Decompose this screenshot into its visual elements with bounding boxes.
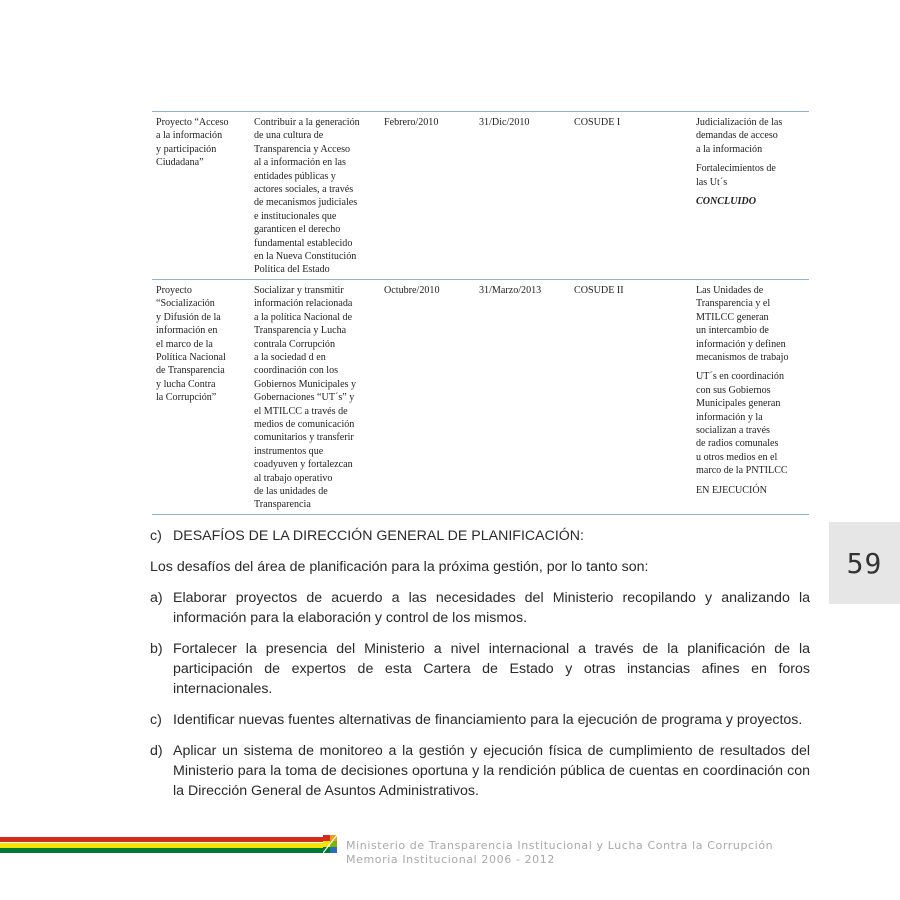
project-name-cell: Proyecto “Acceso a la información y participación Ciudadana” [156,117,229,169]
section-title: DESAFÍOS DE LA DIRECCIÓN GENERAL DE PLANIFICACIÓN: [173,528,584,544]
result-text: UT´s en coordinación con sus Gobiernos Municipales generan información y la socializan a través de radios comunales u otros medios en el marco de la PNTILCC [696,371,788,477]
list-item-text: Aplicar un sistema de monitoreo a la gestión y ejecución física de cumplimiento de resultados del Ministerio para la toma de decisiones oportuna y la rendición pública de cuentas en coordinación con la Dirección General de Asuntos Administrativos. [173,743,810,799]
list-item [150,741,810,801]
list-item-text: Elaborar proyectos de acuerdo a las necesidades del Ministerio recopilando y analizando la información para la elaboración y control de los mismos. [173,590,810,626]
section-heading [150,526,810,546]
page-number: 59 [846,546,883,580]
result-text: Fortalecimientos de las Ut´s [696,163,776,188]
project-name-cell: Proyecto “Socialización y Difusión de la información en el marco de la Política Nacional de Transparencia y lucha Contra la Corrupción” [156,284,226,404]
result-text: Judicialización de las demandas de acceso a la información [696,117,783,155]
list-item-label: b) [150,641,163,657]
list-item [150,710,810,730]
result-text: Las Unidades de Transparencia y el MTILCC generan un intercambio de información y definen mecanismos de trabajo [696,284,789,363]
intro-paragraph: Los desafíos del área de planificación para la próxima gestión, por lo tanto son: [150,559,649,575]
list-item [150,588,810,628]
results-cell [692,279,809,514]
status-label: CONCLUIDO [696,196,757,208]
start-date-cell: Febrero/2010 [384,117,439,128]
footer [346,839,816,867]
list-item-label: d) [150,743,163,759]
start-date-cell: Octubre/2010 [384,284,440,296]
list-item-label: a) [150,590,163,606]
page-number-tab [829,522,900,604]
funder-cell: COSUDE I [574,117,621,128]
flag-stripe [0,837,330,853]
flag-red-band [0,837,330,842]
footer-report: Memoria Institucional 2006 - 2012 [346,853,555,866]
footer-ministry: Ministerio de Transparencia Institucional y Lucha Contra la Corrupción [346,839,774,852]
flag-green-band [0,848,330,853]
objective-cell: Contribuir a la generación de una cultura de Transparencia y Acceso al a información en las entidades públicas y actores sociales, a través de mecanismos judiciales e institucionales que garanticen el derecho fundamental establecido en la Nueva Constitución Política del Estado [254,117,360,276]
table-row [152,112,809,280]
list-item [150,639,810,699]
wiphala-icon [323,835,337,853]
flag-yellow-band [0,843,330,848]
table-row [152,279,809,514]
objective-cell: Socializar y transmitir información relacionada a la política Nacional de Transparencia y Lucha contrala Corrupción a la sociedad d en coordinación con los Gobiernos Municipales y Gobernaciones “UT´s” y el MTILCC a través de medios de comunicación comunitarios y transferir instrumentos que coadyuven y fortalezcan al trabajo operativo de las unidades de Transparencia [254,284,357,511]
challenges-list [150,588,810,812]
list-item-text: Fortalecer la presencia del Ministerio a nivel internacional a través de la planificación de la participación de expertos de esta Cartera de Estado y otras instancias afines en foros internacionales. [173,641,810,697]
projects-table [152,111,809,515]
results-cell [692,112,809,280]
section-label: c) [150,528,162,544]
status-label: EN EJECUCIÓN [696,484,767,496]
end-date-cell: 31/Dic/2010 [479,117,530,128]
end-date-cell: 31/Marzo/2013 [479,284,542,296]
list-item-text: Identificar nuevas fuentes alternativas de financiamiento para la ejecución de programa y proyectos. [173,712,803,728]
list-item-label: c) [150,712,162,728]
funder-cell: COSUDE II [574,284,624,296]
